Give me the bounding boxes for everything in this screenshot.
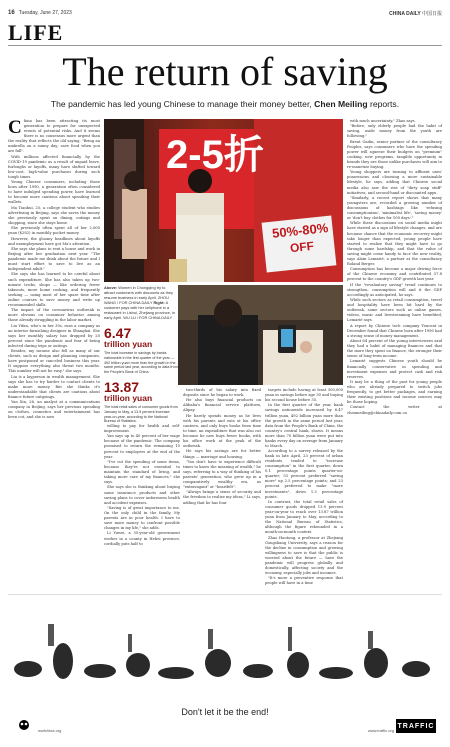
fact-number: 13.87 xyxy=(104,379,140,395)
ad-tagline: Don't let it be the end! xyxy=(181,707,269,717)
paragraph: targets include having at least 300,000 yuan in savings before age 30 and buying his second house before 35. xyxy=(265,388,343,403)
paragraph: "I've cut the spending of some items, because they're not essential to maintain the standard of living, and taking more care of my finances," she says. xyxy=(104,459,180,485)
paragraph: She says she has learned to be careful about such expenditure. She has also taken up two-minute tricks, shops — like ordering fewer takeouts, more home cooking, and frequently seeking — using most of her spare time after online courses to save money and write up recommended skills. xyxy=(8,272,100,307)
page-number: 16 xyxy=(8,10,15,16)
wwf-url[interactable]: wwfchina.org xyxy=(38,728,62,733)
paragraph: Yan Xin, 26, an analyst at a communications company in Beijing, says her previous spending on clothes, cosmetics and entertainment has been cut, and she is now xyxy=(8,400,100,420)
deck-suffix: reports. xyxy=(367,99,400,109)
paragraph: She previously often spent all of her 2,000 yuan ($282) in monthly pocket money. xyxy=(8,226,100,236)
paragraph: Brent Gadin, senior partner of the consultancy Peoples, says consumers who have the spending power will squeeze their budgets on "premium" cooking, new programs, tangible opportunity in brands they are those unlike purchases will aim to re-monetize buying. xyxy=(347,139,442,170)
paragraph: In the first quarter of the year, bank savings nationwide increased by 6.47 trillion yuan, 492 billion yuan more than the growth in the same period last year, data from the People's Bank of China, the country's central bank, shows. It means more than 70 billion yuan were put into banks every day on average from January to March. xyxy=(265,403,343,448)
caption-right-text: A customer pays with her cellphone in a restaurant in Lishui, Zhejiang province, in early April. xyxy=(104,300,175,320)
paragraph: China has been attracting its most generation to prepare for unexpected events of potential risks. And it seems there is no consensus more urgent than the reality that reflects the old saying, "Bring an umbrella on a sunny day; save food when you are full". xyxy=(8,117,100,154)
paragraph: Young Chinese consumers, including those born after 1990, a generation often considered to have indulged spending power, have learned to become more cautious about spending their wallets. xyxy=(8,180,100,205)
fact-text: The total retail sales of consumer goods from January to May, a 13.9 percent increase year-on-year, according to the National Bureau of Statistics. xyxy=(104,405,178,424)
paragraph: Young shoppers are turning to affluent ones' possessions and choosing a more sustainable lifestyle, he says, adding that Chinese social media also saw the rise of "dirty soap stuff" initiatives, and second-hand or discounted apps. xyxy=(347,170,442,195)
issue-date: Tuesday, June 27, 2023 xyxy=(18,10,72,16)
paragraph: The impact of the coronavirus outbreak is more obvious on consumer behavior among those already struggling in the labor market. xyxy=(8,308,100,323)
column-4 xyxy=(265,388,343,590)
fact-unit: trillion yuan xyxy=(104,393,153,403)
photo-caption xyxy=(104,285,176,320)
paragraph: "Always brings a sense of security and the freedom to realize my ideas," Li says, adding that he has four xyxy=(183,490,261,505)
paragraph: She says she is thinking about buying some insurance products and other saving plans to cover unforeseen health and accident expenses. xyxy=(104,485,180,505)
paragraph: Zhao Haotong, a professor at Zhejiang Gongshang University, says a reason for the decline in consumption and growing willingness to save is that the public is worried about the future — have the pandemic will progress globally and domestically, affecting society and the economy, especially jobs and incomes. xyxy=(265,535,343,575)
section-divider xyxy=(8,45,442,46)
paragraph: While such sectors as retail consumption, travel and hospitality have been hit hard by the outbreak, some sectors such as online games, videos, music and livestreaming have benefited, Lemarié says. xyxy=(347,298,442,323)
column-3 xyxy=(183,388,261,590)
paragraph: He also buys financial products on Alibaba's financial service platform, Alipay. xyxy=(183,398,261,413)
fact-text: The total increase in savings by banks nationwide in the first quarter of the year — 492 billion yuan more than the growth in the same period last year, according to data from the People's Bank of China. xyxy=(104,351,178,375)
paragraph: Ma Tianhui, 25, a college student who studies advertising in Beijing, says she saves the money she previously spent on dining, outings and shopping, since she stays home. xyxy=(8,205,100,225)
ad-animals-illustration xyxy=(8,599,442,699)
paragraph: With millions affected financially by the COVID-19 pandemic as a result of unpaid leave, furloughs or layoffs, many have shifted toward low-cost, high-value purchases during such tough times. xyxy=(8,154,100,179)
paragraph: Liu Yifan, who's in her 30s, runs a company as an interior furnishing designer in Shanghai. She says her monthly salary has dropped by 20 percent since the pandemic and fear of being infected during trips or outings. xyxy=(8,323,100,348)
main-photo xyxy=(104,119,343,282)
caption-above-credit: ZHOU WANG / FOR CHINA DAILY xyxy=(104,295,169,305)
paragraph: If the "revaluatory saving" trend continues to strengthen, consumption will and it the GDP accordingly as anticipated, he says. xyxy=(347,282,442,297)
caption-right-credit: WU LU / FOR CHINA DAILY xyxy=(123,315,173,320)
paragraph: willing to pay for health and self-improvement. xyxy=(104,424,180,434)
column-5 xyxy=(347,119,442,416)
paragraph: It may be a thing of the past for young people who are already prepared to switch jobs frequently, to get better packages, and earning their existing positions and income sources may be those hoping. xyxy=(347,379,442,405)
column-1 xyxy=(8,119,100,421)
wwf-logo xyxy=(12,718,36,735)
paragraph: According to a survey released by the bank in late April, 23 percent of urban residents tended to "increase consumption" in the first quarter, down 0.1 percentage points quarter-on-quarter; 53 percent preferred "saving more" up 2.5 percentage points; and 23 percent preferred to make "more investments", down 1.3 percentage points. xyxy=(265,449,343,499)
paragraph: "Before, only elderly people had the habit of saving, aside money from the youth are following." xyxy=(347,124,442,139)
paragraph: He barely spends money as he lives with his parents and eats at his office canteen, and only buys books from time to time, an expenditure that was also cut because he now buys fewer books, with his office work at the peak of the outbreak. xyxy=(183,413,261,449)
paragraph: two-thirds of his salary into fixed deposits since he began to work. xyxy=(183,388,261,398)
traffic-logo: TRAFFIC xyxy=(396,719,436,733)
paper-name-cn: 中国日报 xyxy=(421,10,442,17)
fact-number: 6.47 xyxy=(104,325,132,341)
drop-cap: C xyxy=(8,117,22,138)
paragraph: Liu is a layperson in wealth management. She says she has to try harder to contact clients to make more money. But she thinks it's understandable that clients are cautious about finance future outgoings. xyxy=(8,374,100,399)
byline: Chen Meiling xyxy=(314,99,368,109)
secondary-photo xyxy=(178,285,343,385)
section-title: LIFE xyxy=(8,20,64,45)
masthead xyxy=(8,8,442,18)
wwf-traffic-ad xyxy=(8,594,442,739)
caption-above-label: Above: xyxy=(104,285,118,290)
paragraph: Consumption has become a major driving force of the Chinese economy and contributed 57.8 percent to the country's GDP growth last year. xyxy=(347,267,442,282)
fact-box-retail xyxy=(104,380,178,424)
deck-text: The pandemic has led young Chinese to manage their money better, xyxy=(50,99,315,109)
caption-right-label: Right: xyxy=(153,300,165,305)
paragraph: "Similarly, a recent report shows that many youngsters are, recorded a growing number of discussions of hashtags like 'refusing consumptionism', 'minimalist life', 'saving money' or 'don't buy clothes for 100 days'." xyxy=(347,195,442,221)
paragraph: "Saving is of great importance to me. On the only child in the family, My parents are in poor health. I have to save more money to confront possible changes in my life," she adds. xyxy=(104,505,180,531)
caption-above-text: Women in Chongqing try to attract customers with discounts as they resume business in early April. xyxy=(104,285,173,300)
paragraph: He says his savings are for better things — marriage and housing. xyxy=(183,449,261,459)
paragraph: In contrast, the total retail sales of consumer goods dropped 13.9 percent year-on-year to reach over 13.87 trillion yuan from January to May, according to the National Bureau of Statistics, although the figure rebounded in a month-on-month context. xyxy=(265,499,343,535)
paragraph: "It's more a preventive response that people will have in a time xyxy=(265,576,343,586)
paragraph: Besides, my income also fell as many of our clients, such as design and planning companies, have postponed or canceled business this year. It suppose everything also threat two months. This number will not be easy," she says. xyxy=(8,349,100,374)
paragraph: Li Yuwei, a 35-year-old government worker in a county in Hebei province, cordially puts half to xyxy=(104,531,180,546)
column-2 xyxy=(104,424,180,590)
deck xyxy=(0,99,450,109)
sign-off: OFF xyxy=(289,238,315,256)
paragraph: Yan says up to 40 percent of her wage because of the pandemic. The company promised to return the remaining 15 percent to employees at the end of the year. xyxy=(104,434,180,459)
paragraph: "You don't have to experience difficult times to know the meaning of wealth," he says, referring to a way of thinking of his parents' generation, who grew up in a comparatively wealthy era, as "extravagant" or "heartfelt". xyxy=(183,459,261,490)
paragraph: Lemarié suggests Chinese youth should be financially conservative in spending and investment expenses and protect cash and risk reserves. xyxy=(347,359,442,379)
paragraph: Contact the writer at chenmeiling@chinadaily.com.cn xyxy=(347,405,442,415)
paragraph: with much uncertainty," Zhao says. xyxy=(350,119,416,123)
traffic-url[interactable]: www.traffic.org xyxy=(367,728,394,733)
sign-sale: 50%-80% xyxy=(271,220,330,241)
paragraph: However, the gloomy headlines about layoffs and unemployment have got Ma's attention. xyxy=(8,236,100,246)
paragraph: A report by Chinese tech company Tencent in December found that Chinese born after 1990 had a strong sense of money management. xyxy=(347,323,442,338)
paragraph: While these discussions on social media might have started as a sign of lifestyle changes, and are because chance that the economic recovery might take longer than expected, young people have started to realize that they might have to go through some hardship, and that the value of saving might come handy to face the new reality, says Alain Lemarié, a partner at the consultancy Roland Berger. xyxy=(347,221,442,266)
fact-unit: trillion yuan xyxy=(104,339,153,349)
fact-box-savings xyxy=(104,326,178,375)
paragraph: She says she plans to rent a house and work in Beijing after her graduation next year. "The pandemic made me think about the future and I must start effort to save to live as an independent adult." xyxy=(8,246,100,272)
headline: The return of saving xyxy=(62,49,388,94)
paragraph: About 64 percent of the young interviewees said they had a habit of managing finances and that the more they spent on finance, the stronger their sense of long-term income. xyxy=(347,338,442,359)
paper-name: CHINA DAILY xyxy=(389,10,421,17)
sign-big: 2-5折 xyxy=(166,133,264,177)
